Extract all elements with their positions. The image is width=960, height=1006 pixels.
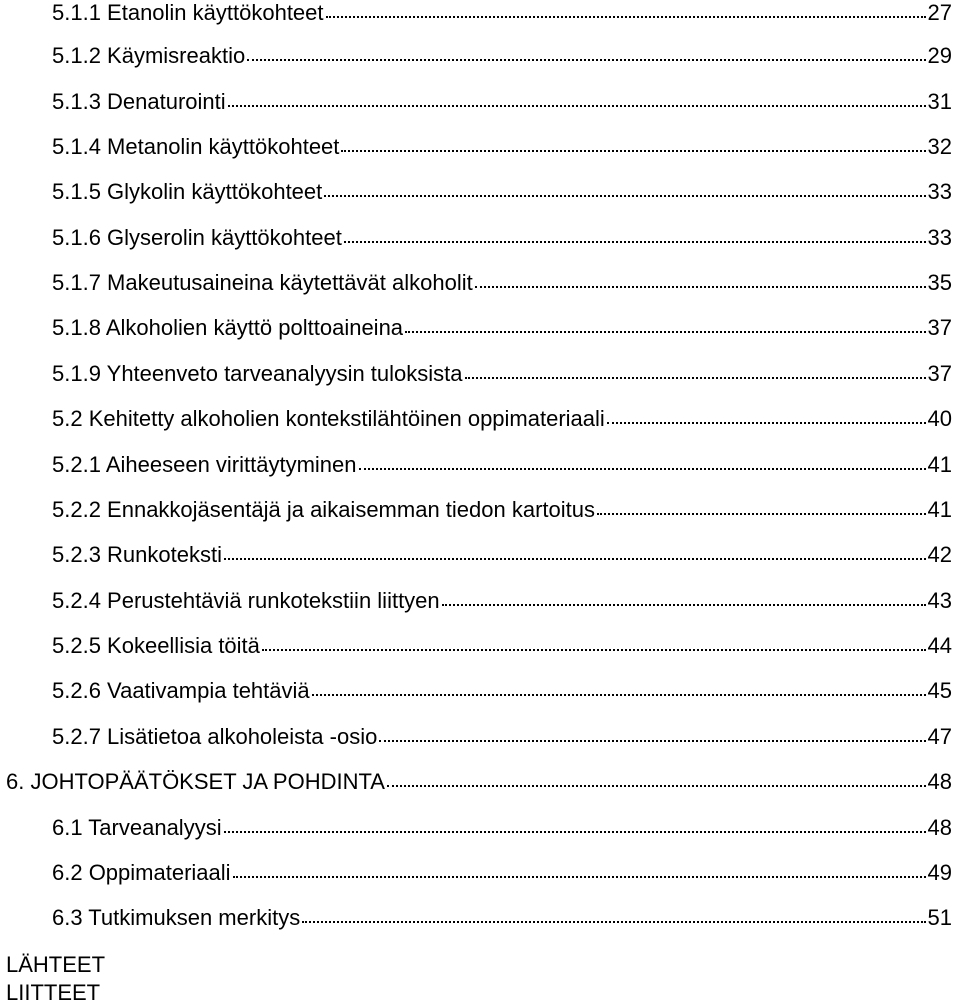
- toc-dot-leader: [359, 452, 926, 472]
- toc-heading-references[interactable]: LÄHTEET: [6, 952, 106, 977]
- toc-entry[interactable]: [52, 905, 952, 931]
- toc-dot-leader: [475, 270, 926, 290]
- toc-entry-title: 5.1.8 Alkoholien käyttö polttoaineina: [52, 315, 404, 340]
- toc-entry-page-number: 47: [927, 724, 952, 749]
- toc-entry[interactable]: [52, 406, 952, 432]
- toc-dot-leader: [607, 406, 926, 426]
- toc-entry[interactable]: [52, 588, 952, 614]
- toc-dot-leader: [312, 678, 926, 698]
- toc-entry-title: 6.3 Tutkimuksen merkitys: [52, 905, 301, 930]
- toc-entry-title: 5.1.3 Denaturointi: [52, 89, 226, 114]
- toc-dot-leader: [442, 588, 926, 608]
- toc-dot-leader: [302, 905, 925, 925]
- toc-dot-leader: [379, 724, 925, 744]
- toc-entry-title: 5.2.2 Ennakkojäsentäjä ja aikaisemman tiedon kartoitus: [52, 497, 595, 522]
- toc-dot-leader: [224, 542, 926, 562]
- toc-dot-leader: [247, 43, 925, 63]
- toc-entry-page-number: 48: [927, 815, 952, 840]
- toc-dot-leader: [405, 315, 925, 335]
- toc-dot-leader: [341, 134, 925, 154]
- toc-entry[interactable]: [52, 633, 952, 659]
- toc-entry-page-number: 49: [927, 860, 952, 885]
- toc-entry[interactable]: [52, 225, 952, 251]
- toc-entry[interactable]: [52, 815, 952, 841]
- toc-entry[interactable]: [52, 270, 952, 296]
- toc-entry-page-number: 32: [927, 134, 952, 159]
- toc-entry[interactable]: [52, 497, 952, 523]
- toc-entry[interactable]: [52, 179, 952, 205]
- toc-entry[interactable]: [52, 89, 952, 115]
- toc-entry-title: 5.2.3 Runkoteksti: [52, 542, 222, 567]
- toc-entry-page-number: 33: [927, 225, 952, 250]
- toc-entry-title: 5.1.2 Käymisreaktio: [52, 43, 246, 68]
- toc-entry[interactable]: [52, 860, 952, 886]
- toc-entry-page-number: 27: [927, 0, 952, 25]
- toc-entry-page-number: 42: [927, 542, 952, 567]
- toc-entry[interactable]: [52, 361, 952, 387]
- toc-entry-title: 5.2.1 Aiheeseen virittäytyminen: [52, 452, 357, 477]
- toc-entry[interactable]: [52, 452, 952, 478]
- toc-dot-leader: [387, 769, 926, 789]
- toc-entry-page-number: 41: [927, 497, 952, 522]
- toc-entry-title: 5.1.9 Yhteenveto tarveanalyysin tuloksista: [52, 361, 463, 386]
- toc-entry-title: 5.1.1 Etanolin käyttökohteet: [52, 0, 324, 25]
- toc-entry-title: 6.1 Tarveanalyysi: [52, 815, 222, 840]
- toc-entry[interactable]: [52, 724, 952, 750]
- toc-entry-title: 5.2.4 Perustehtäviä runkotekstiin liittyen: [52, 588, 440, 613]
- toc-dot-leader: [224, 815, 926, 835]
- toc-entry[interactable]: [52, 0, 952, 26]
- toc-entry-title: 5.2.6 Vaativampia tehtäviä: [52, 678, 310, 703]
- toc-entry[interactable]: [52, 542, 952, 568]
- toc-dot-leader: [233, 860, 926, 880]
- toc-entry[interactable]: [52, 134, 952, 160]
- toc-entry-title: 5.1.7 Makeutusaineina käytettävät alkoholit: [52, 270, 473, 295]
- toc-entry-page-number: 40: [927, 406, 952, 431]
- toc-entry-title: 5.1.6 Glyserolin käyttökohteet: [52, 225, 342, 250]
- toc-entry[interactable]: [52, 315, 952, 341]
- toc-entry-title: 5.1.5 Glykolin käyttökohteet: [52, 179, 323, 204]
- toc-entry[interactable]: [6, 769, 952, 795]
- toc-entry-title: 6. JOHTOPÄÄTÖKSET JA POHDINTA: [6, 769, 385, 794]
- toc-dot-leader: [228, 89, 926, 109]
- toc-entry-page-number: 51: [927, 905, 952, 930]
- toc-entry-page-number: 37: [927, 315, 952, 340]
- toc-entry-page-number: 44: [927, 633, 952, 658]
- toc-entry-title: 6.2 Oppimateriaali: [52, 860, 231, 885]
- toc-entry-page-number: 48: [927, 769, 952, 794]
- toc-entry[interactable]: [52, 678, 952, 704]
- toc-entry-page-number: 35: [927, 270, 952, 295]
- toc-dot-leader: [597, 497, 926, 517]
- toc-entry-page-number: 29: [927, 43, 952, 68]
- toc-entry-title: 5.2.5 Kokeellisia töitä: [52, 633, 260, 658]
- toc-dot-leader: [344, 225, 926, 245]
- toc-entry-page-number: 31: [927, 89, 952, 114]
- toc-dot-leader: [465, 361, 926, 381]
- toc-entry-page-number: 33: [927, 179, 952, 204]
- toc-entry-page-number: 45: [927, 678, 952, 703]
- toc-dot-leader: [262, 633, 926, 653]
- toc-entry[interactable]: [52, 43, 952, 69]
- toc-entry-page-number: 41: [927, 452, 952, 477]
- toc-entry-title: 5.1.4 Metanolin käyttökohteet: [52, 134, 340, 159]
- toc-entry-page-number: 37: [927, 361, 952, 386]
- toc-entry-page-number: 43: [927, 588, 952, 613]
- toc-entry-title: 5.2 Kehitetty alkoholien kontekstilähtöinen oppimateriaali: [52, 406, 605, 431]
- toc-heading-appendices[interactable]: LIITTEET: [6, 980, 101, 1005]
- toc-entry-title: 5.2.7 Lisätietoa alkoholeista -osio: [52, 724, 378, 749]
- toc-dot-leader: [324, 179, 925, 199]
- toc-dot-leader: [326, 0, 926, 20]
